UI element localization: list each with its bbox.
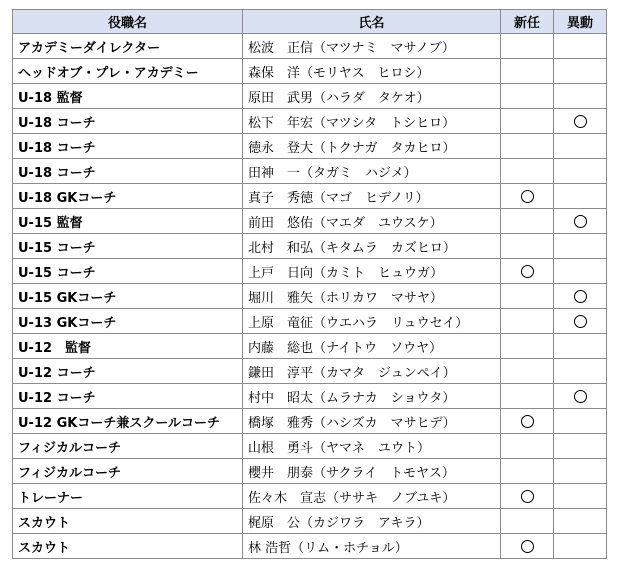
table-row xyxy=(13,59,607,84)
table-row xyxy=(13,334,607,359)
new-mark-cell xyxy=(501,459,554,484)
transfer-mark-cell xyxy=(554,459,607,484)
table-row xyxy=(13,359,607,384)
circle-mark-icon xyxy=(574,390,587,403)
name-cell: 鎌田 淳平（カマタ ジュンペイ） xyxy=(243,359,501,384)
circle-mark-icon xyxy=(574,115,587,128)
table-row xyxy=(13,409,607,434)
role-cell: U-18 GKコーチ xyxy=(13,184,243,209)
transfer-mark-cell xyxy=(554,209,607,234)
table-row xyxy=(13,234,607,259)
table-row xyxy=(13,134,607,159)
name-cell: 堀川 雅矢（ホリカワ マサヤ） xyxy=(243,284,501,309)
transfer-mark-cell xyxy=(554,309,607,334)
name-cell: 櫻井 朋泰（サクライ トモヤス） xyxy=(243,459,501,484)
new-mark-cell xyxy=(501,409,554,434)
circle-mark-icon xyxy=(574,290,587,303)
name-cell: 梶原 公（カジワラ アキラ） xyxy=(243,509,501,534)
role-cell: U-15 監督 xyxy=(13,209,243,234)
header-role: 役職名 xyxy=(13,10,243,34)
circle-mark-icon xyxy=(521,265,534,278)
name-cell: 内藤 総也（ナイトウ ソウヤ） xyxy=(243,334,501,359)
transfer-mark-cell xyxy=(554,434,607,459)
table-row xyxy=(13,509,607,534)
name-cell: 森保 洋（モリヤス ヒロシ） xyxy=(243,59,501,84)
name-cell: 松波 正信（マツナミ マサノブ） xyxy=(243,34,501,59)
role-cell: U-18 コーチ xyxy=(13,109,243,134)
circle-mark-icon xyxy=(521,415,534,428)
transfer-mark-cell xyxy=(554,234,607,259)
new-mark-cell xyxy=(501,184,554,209)
transfer-mark-cell xyxy=(554,159,607,184)
table-row xyxy=(13,434,607,459)
header-new: 新任 xyxy=(501,10,554,34)
circle-mark-icon xyxy=(574,315,587,328)
name-cell: 田神 一（タガミ ハジメ） xyxy=(243,159,501,184)
new-mark-cell xyxy=(501,284,554,309)
role-cell: U-12 コーチ xyxy=(13,384,243,409)
transfer-mark-cell xyxy=(554,109,607,134)
name-cell: 佐々木 宣志（ササキ ノブユキ） xyxy=(243,484,501,509)
table-row xyxy=(13,259,607,284)
name-cell: 村中 昭太（ムラナカ ショウタ） xyxy=(243,384,501,409)
transfer-mark-cell xyxy=(554,409,607,434)
header-transfer: 異動 xyxy=(554,10,607,34)
new-mark-cell xyxy=(501,159,554,184)
role-cell: U-12 GKコーチ兼スクールコーチ xyxy=(13,409,243,434)
table-row xyxy=(13,184,607,209)
new-mark-cell xyxy=(501,234,554,259)
transfer-mark-cell xyxy=(554,359,607,384)
new-mark-cell xyxy=(501,434,554,459)
table-row xyxy=(13,34,607,59)
transfer-mark-cell xyxy=(554,34,607,59)
circle-mark-icon xyxy=(521,490,534,503)
role-cell: U-15 GKコーチ xyxy=(13,284,243,309)
transfer-mark-cell xyxy=(554,334,607,359)
name-cell: 前田 悠佑（マエダ ユウスケ） xyxy=(243,209,501,234)
name-cell: 林 浩哲（リム・ホチョル） xyxy=(243,534,501,559)
new-mark-cell xyxy=(501,334,554,359)
name-cell: 上戸 日向（カミト ヒュウガ） xyxy=(243,259,501,284)
new-mark-cell xyxy=(501,259,554,284)
header-name: 氏名 xyxy=(243,10,501,34)
name-cell: 徳永 登大（トクナガ タカヒロ） xyxy=(243,134,501,159)
name-cell: 北村 和弘（キタムラ カズヒロ） xyxy=(243,234,501,259)
new-mark-cell xyxy=(501,359,554,384)
table-row xyxy=(13,284,607,309)
new-mark-cell xyxy=(501,84,554,109)
table-row xyxy=(13,459,607,484)
table-row xyxy=(13,309,607,334)
role-cell: ヘッドオブ・プレ・アカデミー xyxy=(13,59,243,84)
role-cell: U-18 コーチ xyxy=(13,159,243,184)
role-cell: U-13 GKコーチ xyxy=(13,309,243,334)
role-cell: U-18 コーチ xyxy=(13,134,243,159)
role-cell: フィジカルコーチ xyxy=(13,434,243,459)
table-row xyxy=(13,109,607,134)
transfer-mark-cell xyxy=(554,284,607,309)
transfer-mark-cell xyxy=(554,484,607,509)
transfer-mark-cell xyxy=(554,534,607,559)
table-row xyxy=(13,484,607,509)
new-mark-cell xyxy=(501,509,554,534)
role-cell: スカウト xyxy=(13,534,243,559)
new-mark-cell xyxy=(501,59,554,84)
role-cell: スカウト xyxy=(13,509,243,534)
transfer-mark-cell xyxy=(554,134,607,159)
staff-table xyxy=(12,9,607,559)
role-cell: U-18 監督 xyxy=(13,84,243,109)
transfer-mark-cell xyxy=(554,184,607,209)
new-mark-cell xyxy=(501,384,554,409)
role-cell: U-12 コーチ xyxy=(13,359,243,384)
circle-mark-icon xyxy=(521,540,534,553)
new-mark-cell xyxy=(501,534,554,559)
header-row xyxy=(13,10,607,34)
name-cell: 真子 秀徳（マゴ ヒデノリ） xyxy=(243,184,501,209)
new-mark-cell xyxy=(501,209,554,234)
transfer-mark-cell xyxy=(554,84,607,109)
name-cell: 原田 武男（ハラダ タケオ） xyxy=(243,84,501,109)
role-cell: アカデミーダイレクター xyxy=(13,34,243,59)
name-cell: 上原 竜征（ウエハラ リュウセイ） xyxy=(243,309,501,334)
transfer-mark-cell xyxy=(554,59,607,84)
circle-mark-icon xyxy=(521,190,534,203)
role-cell: トレーナー xyxy=(13,484,243,509)
transfer-mark-cell xyxy=(554,259,607,284)
name-cell: 橋塚 雅秀（ハシズカ マサヒデ） xyxy=(243,409,501,434)
table-body xyxy=(13,34,607,559)
new-mark-cell xyxy=(501,484,554,509)
circle-mark-icon xyxy=(574,215,587,228)
transfer-mark-cell xyxy=(554,509,607,534)
name-cell: 山根 勇斗（ヤマネ ユウト） xyxy=(243,434,501,459)
table-row xyxy=(13,159,607,184)
new-mark-cell xyxy=(501,34,554,59)
table-row xyxy=(13,84,607,109)
transfer-mark-cell xyxy=(554,384,607,409)
role-cell: U-15 コーチ xyxy=(13,234,243,259)
role-cell: フィジカルコーチ xyxy=(13,459,243,484)
table-row xyxy=(13,209,607,234)
new-mark-cell xyxy=(501,309,554,334)
role-cell: U-15 コーチ xyxy=(13,259,243,284)
role-cell: U-12 監督 xyxy=(13,334,243,359)
new-mark-cell xyxy=(501,134,554,159)
new-mark-cell xyxy=(501,109,554,134)
table-row xyxy=(13,384,607,409)
name-cell: 松下 年宏（マツシタ トシヒロ） xyxy=(243,109,501,134)
table-row xyxy=(13,534,607,559)
